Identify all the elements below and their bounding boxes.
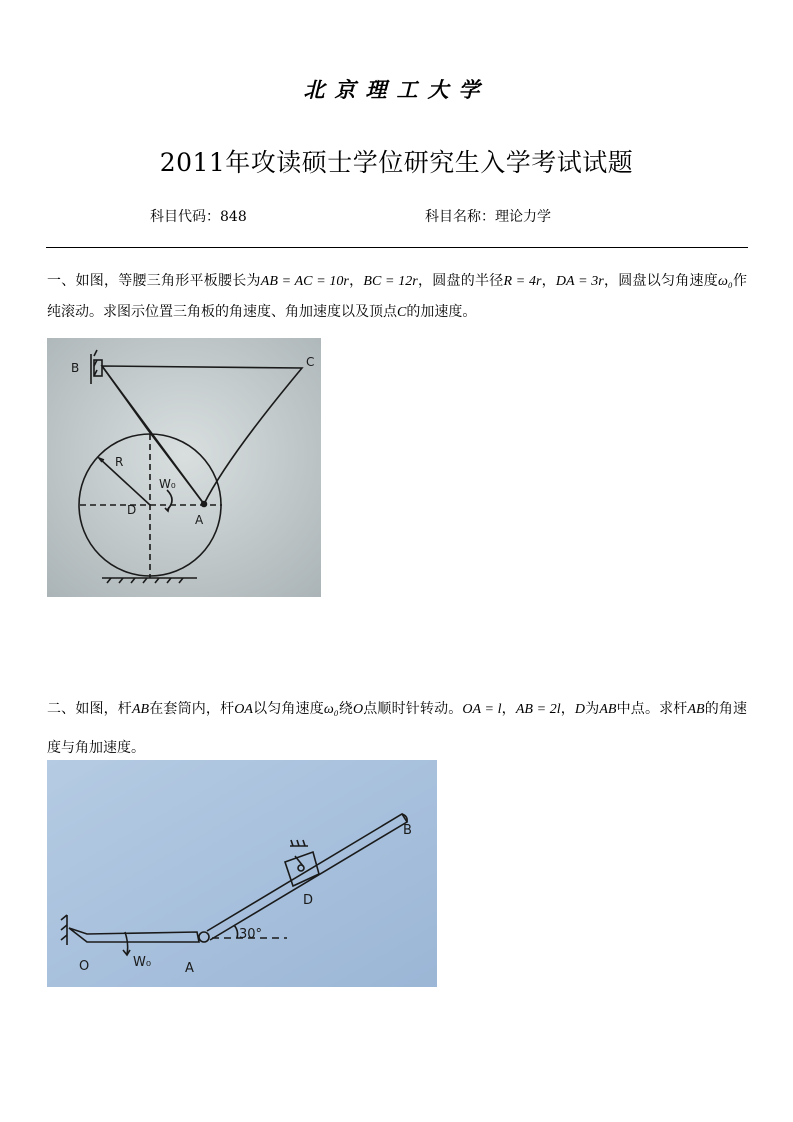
text-segment: 点顺时针转动。 (363, 701, 463, 717)
math-expr: AB (599, 702, 617, 717)
text-segment: ，圆盘以匀角速度 (603, 273, 718, 289)
figure-label-o: O (79, 959, 90, 974)
text-segment: 一、如图，等腰三角形平板腰长为 (47, 273, 261, 289)
math-expr: AB (687, 702, 705, 717)
problem-2-text (47, 690, 747, 767)
text-segment: 为 (585, 701, 600, 717)
text-segment: ， (348, 273, 364, 289)
math-expr: OA = l (462, 702, 502, 717)
problem-2-figure (47, 760, 437, 987)
math-expr: DA = 3r (555, 274, 604, 289)
math-expr: ω₀ (323, 702, 339, 717)
text-segment: 在套筒内，杆 (149, 701, 235, 717)
figure-label-b: B (403, 823, 412, 838)
figure-label-d: D (303, 893, 314, 908)
text-segment: 作纯滚动。求图示位置三角板的角速度、角加速度以及顶点 (47, 273, 748, 320)
text-segment: ， (501, 701, 516, 717)
header-divider (46, 247, 748, 248)
figure-label-angle: 30° (239, 927, 263, 942)
math-expr: BC = 12r (363, 274, 418, 289)
figure-label-d: D (127, 503, 137, 517)
text-segment: 绕 (338, 701, 353, 717)
university-name: 北京理工大学 (303, 78, 490, 102)
exam-title: 2011年攻读硕士学位研究生入学考试试题 (159, 148, 634, 177)
text-segment: 的角速度与角加速度。 (47, 701, 748, 756)
figure-label-c: C (306, 355, 315, 369)
figure-label-w0: W₀ (159, 477, 176, 491)
math-expr: O (352, 702, 364, 717)
text-segment: ， (541, 273, 556, 289)
text-segment: 的加速度。 (406, 304, 477, 320)
figure-label-b: B (71, 361, 80, 375)
subject-code: 科目代码：848 (150, 209, 247, 225)
figure-label-w0: W₀ (133, 955, 152, 970)
math-expr: OA (234, 702, 253, 717)
math-expr: R = 4r (503, 274, 542, 289)
math-expr: C (397, 305, 407, 320)
figure-label-r: R (115, 455, 124, 469)
math-expr: D (574, 702, 586, 717)
math-expr: AB = AC = 10r (260, 274, 349, 289)
text-segment: 二、如图，杆 (47, 701, 132, 717)
figure-label-a: A (195, 513, 204, 527)
subject-row (0, 206, 793, 226)
text-segment: 中点。求杆 (616, 701, 688, 717)
text-segment: ， (560, 701, 575, 717)
text-segment: ，圆盘的半径 (417, 273, 504, 289)
problem-1-figure (47, 338, 321, 597)
math-expr: AB (131, 702, 150, 717)
problem-1-text (47, 266, 747, 328)
math-expr: AB = 2l (515, 702, 561, 717)
subject-name: 科目名称：理论力学 (425, 209, 551, 225)
figure-label-a: A (185, 961, 194, 976)
math-expr: ω₀ (718, 274, 733, 289)
text-segment: 以匀角速度 (252, 701, 324, 717)
